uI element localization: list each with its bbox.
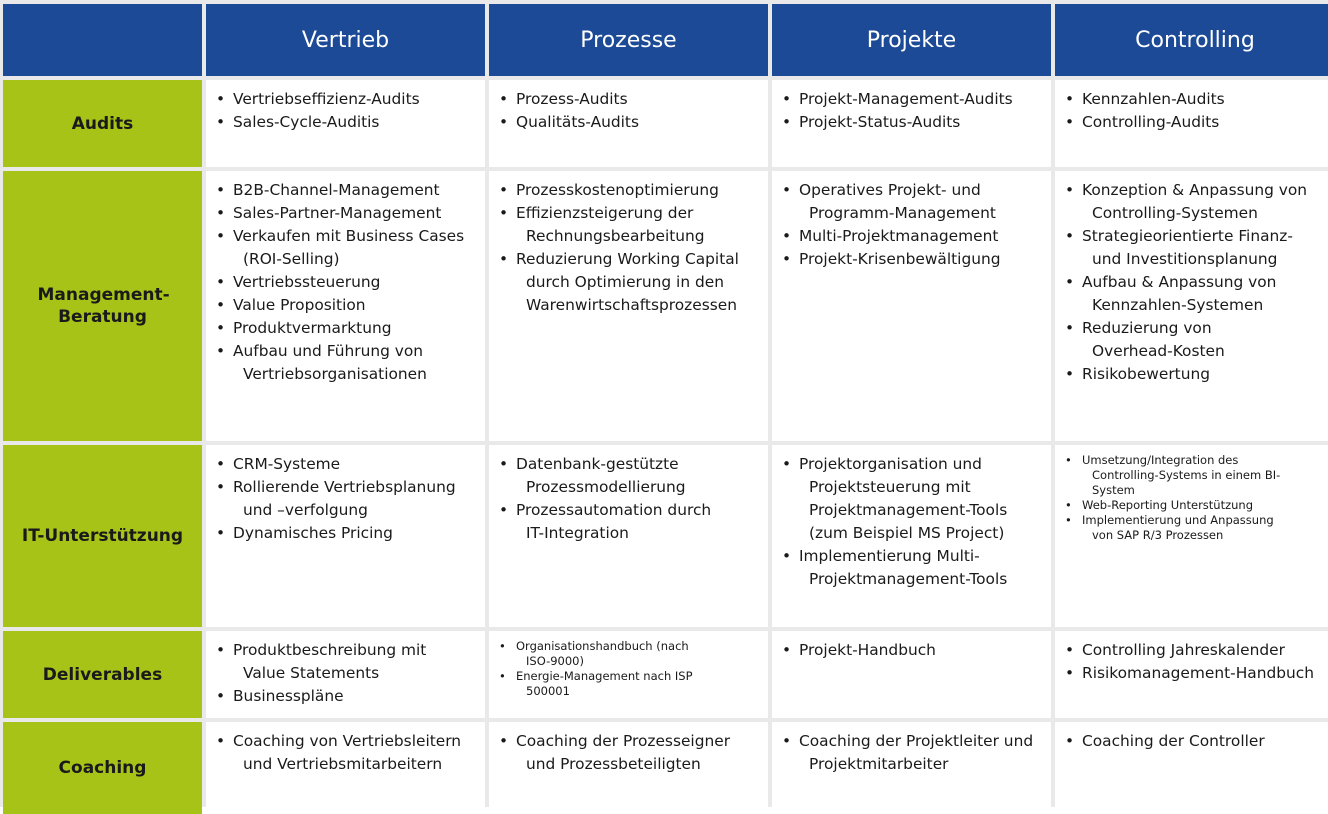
list-item [1065,730,1325,753]
list-item [216,639,475,685]
cell-deliverables-controlling [1055,631,1328,718]
bullet-list [1065,88,1325,134]
list-item [499,111,758,134]
list-item [1065,453,1325,498]
list-item-text: Projektorganisation und [799,455,982,473]
list-item [782,545,1041,591]
list-item-text: Produktvermarktung [233,319,392,337]
list-item [216,340,475,386]
list-item-text: Verkaufen mit Business Cases [233,227,465,245]
list-item-text: Produktbeschreibung mit [233,641,427,659]
list-item [499,499,758,545]
list-item-text: Sales-Partner-Management [233,204,442,222]
list-item-text: Konzeption & Anpassung von [1082,181,1308,199]
list-item [782,639,1041,662]
list-item [782,248,1041,271]
bullet-list [216,88,475,134]
bullet-list [782,179,1041,271]
list-item-text: Rollierende Vertriebsplanung [233,478,456,496]
bullet-list [782,88,1041,134]
list-item [216,271,475,294]
list-item [216,730,475,776]
list-item [216,202,475,225]
list-item-text-continued: Controlling-Systemen [1092,204,1258,222]
list-item [1065,513,1325,543]
list-item-text-continued: Vertriebsorganisationen [243,365,427,383]
list-item [1065,225,1325,271]
cell-coaching-vertrieb [206,722,485,814]
list-item-text: Sales-Cycle-Auditis [233,113,380,131]
list-item [216,294,475,317]
row-header-deliverables: Deliverables [3,631,202,718]
row-header-audits: Audits [3,80,202,167]
list-item [1065,179,1325,225]
list-item [216,522,475,545]
bullet-list [1065,453,1325,543]
list-item-text: Risikomanagement-Handbuch [1082,664,1314,682]
list-item-text-continued: durch Optimierung in den [526,273,724,291]
list-item-text: Projekt-Status-Audits [799,113,961,131]
list-item [499,453,758,499]
cell-management-vertrieb [206,171,485,441]
list-item-text: Dynamisches Pricing [233,524,393,542]
list-item-text: Controlling-Audits [1082,113,1220,131]
cell-coaching-controlling [1055,722,1328,814]
list-item [1065,639,1325,662]
list-item-text: Strategieorientierte Finanz- [1082,227,1293,245]
bullet-list [499,88,758,134]
list-item-text-continued: 500001 [526,684,570,698]
list-item [216,111,475,134]
list-item-text-continued: und Vertriebsmitarbeitern [243,755,443,773]
list-item [1065,363,1325,386]
list-item [1065,88,1325,111]
list-item [1065,317,1325,363]
list-item [499,669,758,699]
cell-management-prozesse [489,171,768,441]
cell-deliverables-vertrieb [206,631,485,718]
column-header-vertrieb: Vertrieb [206,4,485,76]
column-header-projekte: Projekte [772,4,1051,76]
bullet-list [499,179,758,317]
bullet-list [1065,730,1325,753]
list-item-text-continued: Overhead-Kosten [1092,342,1225,360]
list-item [782,730,1041,776]
list-item [782,453,1041,545]
row-header-label: Management-Beratung [37,285,170,327]
list-item [499,179,758,202]
list-item-text: Prozesskostenoptimierung [516,181,719,199]
list-item-text: Web-Reporting Unterstützung [1082,498,1254,512]
list-item-text-continued: Kennzahlen-Systemen [1092,296,1264,314]
list-item-text: Implementierung und Anpassung [1082,513,1274,527]
list-item [216,685,475,708]
list-item-text: Kennzahlen-Audits [1082,90,1225,108]
list-item-text-continued: IT-Integration [526,524,629,542]
cell-management-projekte [772,171,1051,441]
bullet-list [216,453,475,545]
bullet-list [499,453,758,545]
list-item [782,179,1041,225]
list-item [216,225,475,271]
cell-it-prozesse [489,445,768,627]
bullet-list [499,730,758,776]
list-item-text: Risikobewertung [1082,365,1210,383]
list-item-text-continued: Projektmitarbeiter [809,755,949,773]
cell-audits-controlling [1055,80,1328,167]
cell-coaching-projekte [772,722,1051,814]
row-header-coaching: Coaching [3,722,202,814]
list-item-text: Aufbau und Führung von [233,342,424,360]
list-item-text: Coaching der Controller [1082,732,1265,750]
list-item-text-continued: System [1092,483,1135,497]
list-item-text: Projekt-Krisenbewältigung [799,250,1001,268]
list-item [1065,498,1325,513]
list-item [499,88,758,111]
bullet-list [216,730,475,776]
list-item [499,202,758,248]
list-item [1065,271,1325,317]
list-item-text-continued: und –verfolgung [243,501,368,519]
list-item-text: Reduzierung von [1082,319,1212,337]
list-item-text-continued: Controlling-Systems in einem BI- [1092,468,1281,482]
row-header-management-beratung [3,171,202,441]
list-item-text-continued: Projektmanagement-Tools [809,570,1008,588]
bullet-list [216,179,475,386]
list-item [782,88,1041,111]
bullet-list [1065,179,1325,386]
list-item [1065,662,1325,685]
list-item-text: Multi-Projektmanagement [799,227,999,245]
list-item-text: Operatives Projekt- und [799,181,981,199]
list-item-text: Umsetzung/Integration des [1082,453,1239,467]
list-item-text: CRM-Systeme [233,455,341,473]
list-item [782,111,1041,134]
bullet-list [782,730,1041,776]
list-item-text: Coaching von Vertriebsleitern [233,732,462,750]
cell-it-vertrieb [206,445,485,627]
cell-audits-projekte [772,80,1051,167]
list-item [216,317,475,340]
bullet-list [216,639,475,708]
list-item-text: Vertriebssteuerung [233,273,381,291]
list-item-text: Coaching der Prozesseigner [516,732,731,750]
cell-management-controlling [1055,171,1328,441]
list-item-text-continued: ISO-9000) [526,654,584,668]
list-item-text: B2B-Channel-Management [233,181,440,199]
list-item-text: Businesspläne [233,687,344,705]
list-item-text: Value Proposition [233,296,366,314]
list-item-text-continued: Projektmanagement-Tools [809,501,1008,519]
list-item [499,730,758,776]
list-item [216,453,475,476]
list-item [216,88,475,111]
list-item [1065,111,1325,134]
list-item-text-continued: Rechnungsbearbeitung [526,227,705,245]
row-header-it-unterstuetzung: IT-Unterstützung [3,445,202,627]
list-item-text: Prozessautomation durch [516,501,712,519]
bullet-list [1065,639,1325,685]
list-item-text-continued: Prozessmodellierung [526,478,686,496]
cell-it-controlling [1055,445,1328,627]
bullet-list [782,639,1041,662]
list-item-text-continued: (ROI-Selling) [243,250,340,268]
cell-it-projekte [772,445,1051,627]
list-item-text: Qualitäts-Audits [516,113,639,131]
list-item-text: Vertriebseffizienz-Audits [233,90,420,108]
list-item-text-continued: (zum Beispiel MS Project) [809,524,1005,542]
list-item-text: Controlling Jahreskalender [1082,641,1285,659]
list-item-text: Reduzierung Working Capital [516,250,739,268]
cell-coaching-prozesse [489,722,768,814]
list-item-text: Prozess-Audits [516,90,628,108]
cell-deliverables-projekte [772,631,1051,718]
list-item-text: Effizienzsteigerung der [516,204,694,222]
list-item-text: Aufbau & Anpassung von [1082,273,1277,291]
cell-deliverables-prozesse [489,631,768,718]
bullet-list [782,453,1041,591]
list-item [782,225,1041,248]
list-item-text-continued: und Investitionsplanung [1092,250,1278,268]
header-corner [3,4,202,76]
list-item-text: Projekt-Management-Audits [799,90,1013,108]
list-item-text-continued: und Prozessbeteiligten [526,755,701,773]
cell-audits-prozesse [489,80,768,167]
list-item-text: Datenbank-gestützte [516,455,679,473]
list-item-text-continued: von SAP R/3 Prozessen [1092,528,1224,542]
list-item-text: Projekt-Handbuch [799,641,936,659]
column-header-prozesse: Prozesse [489,4,768,76]
cell-audits-vertrieb [206,80,485,167]
list-item [499,639,758,669]
list-item-text: Implementierung Multi- [799,547,980,565]
list-item-text-continued: Projektsteuerung mit [809,478,971,496]
list-item-text-continued: Programm-Management [809,204,996,222]
list-item-text-continued: Warenwirtschaftsprozessen [526,296,737,314]
list-item-text: Energie-Management nach ISP [516,669,693,683]
list-item-text-continued: Value Statements [243,664,380,682]
list-item-text: Organisationshandbuch (nach [516,639,689,653]
list-item [216,179,475,202]
list-item [216,476,475,522]
bullet-list [499,639,758,699]
column-header-controlling: Controlling [1055,4,1328,76]
list-item [499,248,758,317]
list-item-text: Coaching der Projektleiter und [799,732,1034,750]
